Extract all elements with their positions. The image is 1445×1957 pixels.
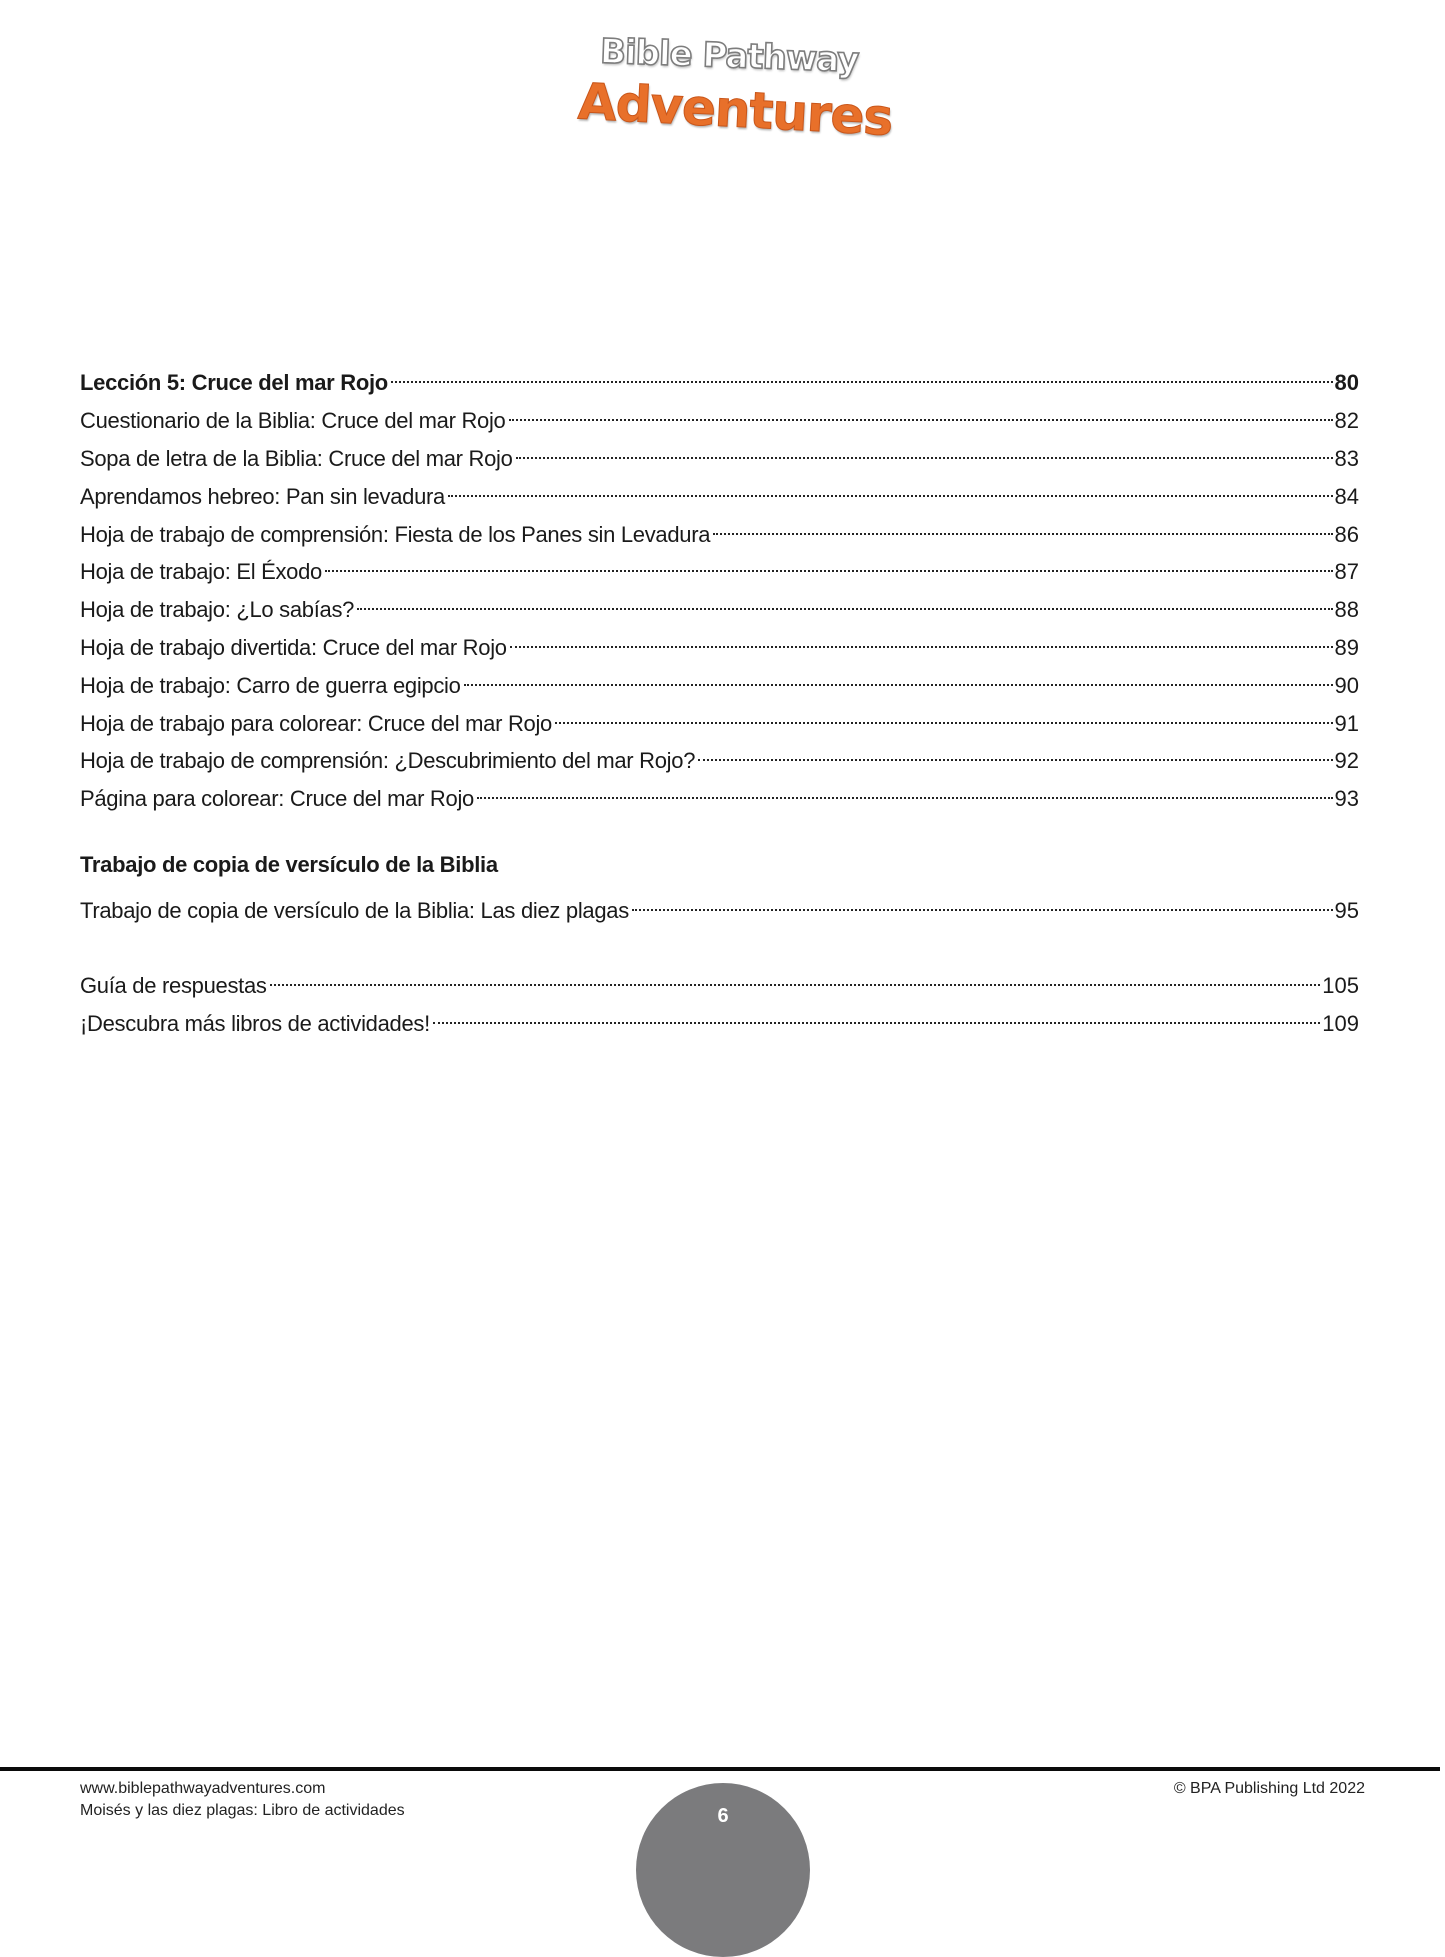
dot-leader [632,888,1333,918]
logo-text-adventures: Adventures [576,72,894,147]
toc-entry-label: Hoja de trabajo divertida: Cruce del mar Rojo [80,635,507,660]
dot-leader [270,963,1321,993]
dot-leader [477,776,1333,806]
toc-entry-label: Hoja de trabajo: ¿Lo sabías? [80,597,355,622]
toc-entry [80,701,1359,736]
dot-leader [516,436,1333,466]
toc-entry [80,963,1359,998]
toc-section-title-leccion-5 [80,360,1359,395]
toc-section-heading-copywork: Trabajo de copia de versículo de la Biblia [80,852,498,877]
toc-entry-label: Guía de respuestas [80,973,267,998]
dot-leader [325,549,1333,579]
dot-leader [391,360,1333,390]
toc-entry-label: Hoja de trabajo para colorear: Cruce del mar Rojo [80,711,552,736]
toc-entry-label: Página para colorear: Cruce del mar Rojo [80,786,474,811]
toc-entry [80,776,1359,811]
toc-entry [80,663,1359,698]
dot-leader [357,587,1332,617]
toc-entry [80,587,1359,622]
toc-entry [80,888,1359,923]
dot-leader [433,1001,1320,1031]
toc-entry [80,474,1359,509]
dot-leader [510,625,1333,655]
dot-leader [713,512,1332,542]
toc-entry-label: Hoja de trabajo de comprensión: Fiesta de los Panes sin Levadura [80,522,711,547]
toc-entry [80,512,1359,547]
toc-entry-page: 90 [1334,673,1359,698]
toc-entry-page: 84 [1334,484,1359,509]
dot-leader [698,738,1332,768]
toc-entry-label: ¡Descubra más libros de actividades! [80,1011,430,1036]
toc-entry [80,549,1359,584]
toc-entry-label: Hoja de trabajo: El Éxodo [80,559,322,584]
toc-entry-page: 87 [1334,559,1359,584]
toc-entry-label: Trabajo de copia de versículo de la Biblia: Las diez plagas [80,898,629,923]
footer-divider [0,1767,1440,1771]
footer-left [80,1778,405,1822]
footer-website: www.biblepathwayadventures.com [80,1780,326,1797]
dot-leader [555,701,1333,731]
toc-entry-page: 83 [1334,446,1359,471]
toc-entry [80,625,1359,660]
page-number-badge [636,1783,810,1957]
toc-entry-page: 93 [1334,786,1359,811]
toc-entry-label: Aprendamos hebreo: Pan sin levadura [80,484,445,509]
toc-entry [80,436,1359,471]
logo-text-bible-pathway: Bible Pathway [599,31,859,81]
toc-entry-label: Hoja de trabajo: Carro de guerra egipcio [80,673,461,698]
toc-entry-page: 109 [1322,1011,1359,1036]
toc-entry-page: 105 [1322,973,1359,998]
toc-entry-page: 91 [1334,711,1359,736]
dot-leader [464,663,1333,693]
toc-entry-page: 92 [1334,748,1359,773]
toc-entry-label: Lección 5: Cruce del mar Rojo [80,370,388,395]
toc-entry-page: 80 [1334,370,1359,395]
toc-entry [80,398,1359,433]
toc-entry-page: 86 [1334,522,1359,547]
page-number: 6 [717,1805,729,1827]
toc-entry-page: 88 [1334,597,1359,622]
toc-entry-page: 95 [1334,898,1359,923]
dot-leader [448,474,1333,504]
footer-copyright: © BPA Publishing Ltd 2022 [1173,1780,1365,1797]
toc-entry-page: 89 [1334,635,1359,660]
toc-entry-label: Hoja de trabajo de comprensión: ¿Descubrimiento del mar Rojo? [80,748,696,773]
toc-entry-page: 82 [1334,408,1359,433]
brand-logo [560,30,894,147]
toc-entry-label: Sopa de letra de la Biblia: Cruce del mar Rojo [80,446,513,471]
toc-entry [80,738,1359,773]
footer-book-title: Moisés y las diez plagas: Libro de actividades [80,1802,405,1819]
toc-entry-label: Cuestionario de la Biblia: Cruce del mar Rojo [80,408,506,433]
toc-entry [80,1001,1359,1036]
dot-leader [509,398,1333,428]
